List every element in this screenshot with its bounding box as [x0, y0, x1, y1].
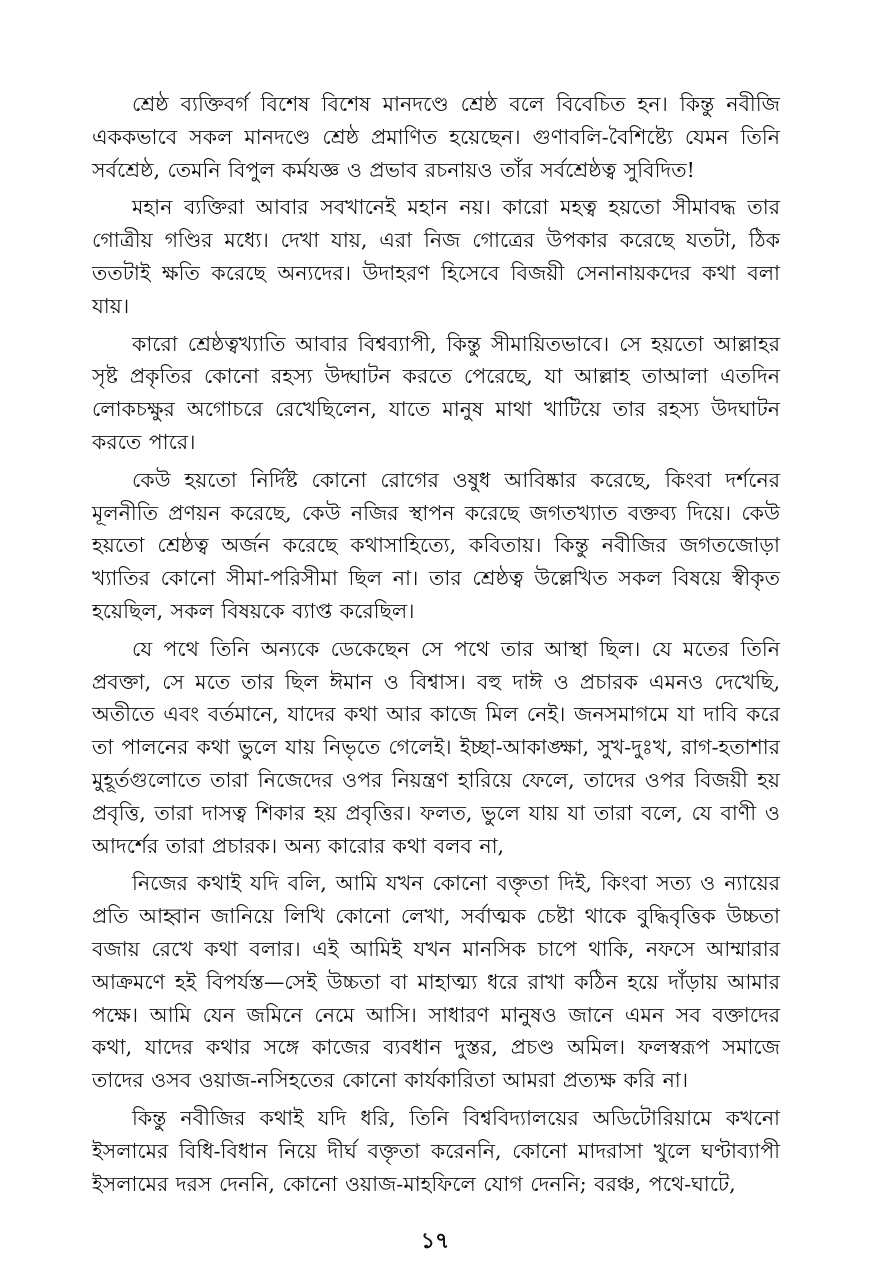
paragraph-3: কারো শ্রেষ্ঠত্বখ্যাতি আবার বিশ্বব্যাপী, কিন্তু সীমায়িতভাবে। সে হয়তো আল্লাহর সৃষ্ট প্রকৃতির কোনো রহস্য উদ্ঘাটন করতে পেরেছে, যা আল্লাহ তাআলা এতদিন লোকচক্ষুর অগোচরে রেখেছিলেন, যাতে মানুষ মাথা খাটিয়ে তার রহস্য উদঘাটন করতে পারে।: [92, 331, 780, 454]
paragraph-5: যে পথে তিনি অন্যকে ডেকেছেন সে পথে তার আস্থা ছিল। যে মতের তিনি প্রবক্তা, সে মতে তার ছিল ঈমান ও বিশ্বাস। বহু দাঈ ও প্রচারক এমনও দেখেছি, অতীতে এবং বর্তমানে, যাদের কথা আর কাজে মিল নেই। জনসমাগমে যা দাবি করে তা পালনের কথা ভুলে যায় নিভৃতে গেলেই। ইচ্ছা-আকাঙ্ক্ষা, সুখ-দুঃখ, রাগ-হতাশার মুহূর্তগুলোতে তারা নিজেদের ওপর নিয়ন্ত্রণ হারিয়ে ফেলে, তাদের ওপর বিজয়ী হয় প্রবৃত্তি, তারা দাসত্ব শিকার হয় প্রবৃত্তির। ফলত, ভুলে যায় যা তারা বলে, যে বাণী ও আদর্শের তারা প্রচারক। অন্য কারোর কথা বলব না,: [92, 636, 780, 858]
paragraph-7: কিন্তু নবীজির কথাই যদি ধরি, তিনি বিশ্ববিদ্যালয়ের অডিটোরিয়ামে কখনো ইসলামের বিধি-বিধান নিয়ে দীর্ঘ বক্তৃতা করেননি, কোনো মাদরাসা খুলে ঘণ্টাব্যাপী ইসলামের দরস দেননি, কোনো ওয়াজ-মাহফিলে যোগ দেননি; বরঞ্চ, পথে-ঘাটে,: [92, 1105, 780, 1196]
paragraph-2: মহান ব্যক্তিরা আবার সবখানেই মহান নয়। কারো মহত্ব হয়তো সীমাবদ্ধ তার গোত্রীয় গণ্ডির মধ্যে। দেখা যায়, এরা নিজ গোত্রের উপকার করেছে যতটা, ঠিক ততটাই ক্ষতি করেছে অন্যদের। উদাহরণ হিসেবে বিজয়ী সেনানায়কদের কথা বলা যায়।: [92, 195, 780, 318]
paragraph-6: নিজের কথাই যদি বলি, আমি যখন কোনো বক্তৃতা দিই, কিংবা সত্য ও ন্যায়ের প্রতি আহ্বান জানিয়ে লিখি কোনো লেখা, সর্বাত্মক চেষ্টা থাকে বুদ্ধিবৃত্তিক উচ্চতা বজায় রেখে কথা বলার। এই আমিই যখন মানসিক চাপে থাকি, নফসে আম্মারার আক্রমণে হই বিপর্যস্ত—সেই উচ্চতা বা মাহাত্ম্য ধরে রাখা কঠিন হয়ে দাঁড়ায় আমার পক্ষে। আমি যেন জমিনে নেমে আসি। সাধারণ মানুষও জানে এমন সব বক্তাদের কথা, যাদের কথার সঙ্গে কাজের ব্যবধান দুস্তর, প্রচণ্ড অমিল। ফলস্বরূপ সমাজে তাদের ওসব ওয়াজ-নসিহতের কোনো কার্যকারিতা আমরা প্রত্যক্ষ করি না।: [92, 871, 780, 1093]
body-text: [92, 88, 780, 1205]
page-number: ১৭: [420, 1228, 450, 1254]
paragraph-1: শ্রেষ্ঠ ব্যক্তিবর্গ বিশেষ বিশেষ মানদণ্ডে শ্রেষ্ঠ বলে বিবেচিত হন। কিন্তু নবীজি এককভাবে সকল মানদণ্ডে শ্রেষ্ঠ প্রমাণিত হয়েছেন। গুণাবলি-বৈশিষ্ট্যে যেমন তিনি সর্বশ্রেষ্ঠ, তেমনি বিপুল কর্মযজ্ঞ ও প্রভাব রচনায়ও তাঁর সর্বশ্রেষ্ঠত্ব সুবিদিত!: [92, 92, 780, 182]
paragraph-4: কেউ হয়তো নির্দিষ্ট কোনো রোগের ওষুধ আবিষ্কার করেছে, কিংবা দর্শনের মূলনীতি প্রণয়ন করেছে, কেউ নজির স্থাপন করেছে জগতখ্যাত বক্তব্য দিয়ে। কেউ হয়তো শ্রেষ্ঠত্ব অর্জন করেছে কথাসাহিত্যে, কবিতায়। কিন্তু নবীজির জগতজোড়া খ্যাতির কোনো সীমা-পরিসীমা ছিল না। তার শ্রেষ্ঠত্ব উল্লেখিত সকল বিষয়ে স্বীকৃত হয়েছিল, সকল বিষয়কে ব্যাপ্ত করেছিল।: [92, 467, 780, 623]
